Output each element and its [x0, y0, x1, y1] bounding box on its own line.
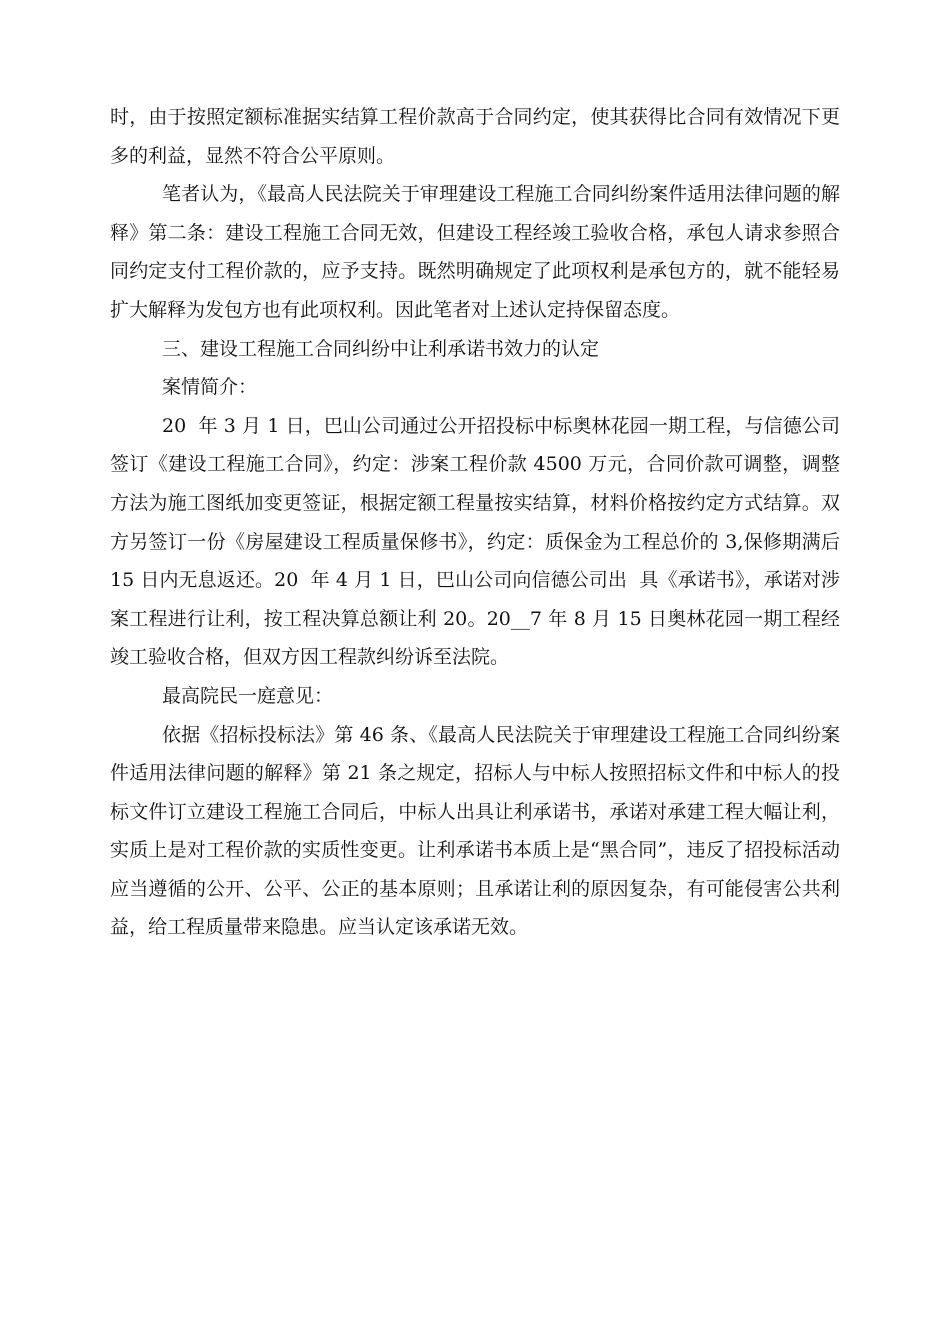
- document-body: [110, 98, 847, 947]
- paragraph-author-opinion: 笔者认为，《最高人民法院关于审理建设工程施工合同纠纷案件适用法律问题的解释》第二条：建设工程施工合同无效，但建设工程经竣工验收合格，承包人请求参照合同约定支付工程价款的，应予支持。既然明确规定了此项权利是承包方的，就不能轻易扩大解释为发包方也有此项权利。因此笔者对上述认定持保留态度。: [110, 183, 840, 321]
- court-opinion-heading: 最高院民一庭意见：: [162, 684, 334, 707]
- paragraph-continuation: 时，由于按照定额标准据实结算工程价款高于合同约定，使其获得比合同有效情况下更多的利益，显然不符合公平原则。: [110, 106, 840, 167]
- section-heading: 三、建设工程施工合同纠纷中让利承诺书效力的认定: [162, 337, 600, 360]
- paragraph-case-facts: 20 年 3 月 1 日，巴山公司通过公开招投标中标奥林花园一期工程，与信德公司签订《建设工程施工合同》，约定：涉案工程价款 4500 万元，合同价款可调整，调整方法为施工图纸加变更签证，根据定额工程量按实结算，材料价格按约定方式结算。双方另签订一份《房屋建设工程质量保修书》，约定：质保金为工程总价的 3,保修期满后 15 日内无息返还。20 年 4 月 1 日，巴山公司向信德公司出 具《承诺书》，承诺对涉案工程进行让利，按工程决算总额让利 20。20__7 年 8 月 15 日奥林花园一期工程经竣工验收合格，但双方因工程款纠纷诉至法院。: [110, 414, 847, 669]
- case-summary-heading: 案情简介：: [162, 376, 258, 399]
- paragraph-court-opinion: 依据《招标投标法》第 46 条、《最高人民法院关于审理建设工程施工合同纠纷案件适用法律问题的解释》第 21 条之规定，招标人与中标人按照招标文件和中标人的投标文件订立建设工程施工合同后，中标人出具让利承诺书，承诺对承建工程大幅让利，实质上是对工程价款的实质性变更。让利承诺书本质上是“黑合同”，违反了招投标活动应当遵循的公开、公平、公正的基本原则；且承诺让利的原因复杂，有可能侵害公共利益，给工程质量带来隐患。应当认定该承诺无效。: [110, 723, 840, 939]
